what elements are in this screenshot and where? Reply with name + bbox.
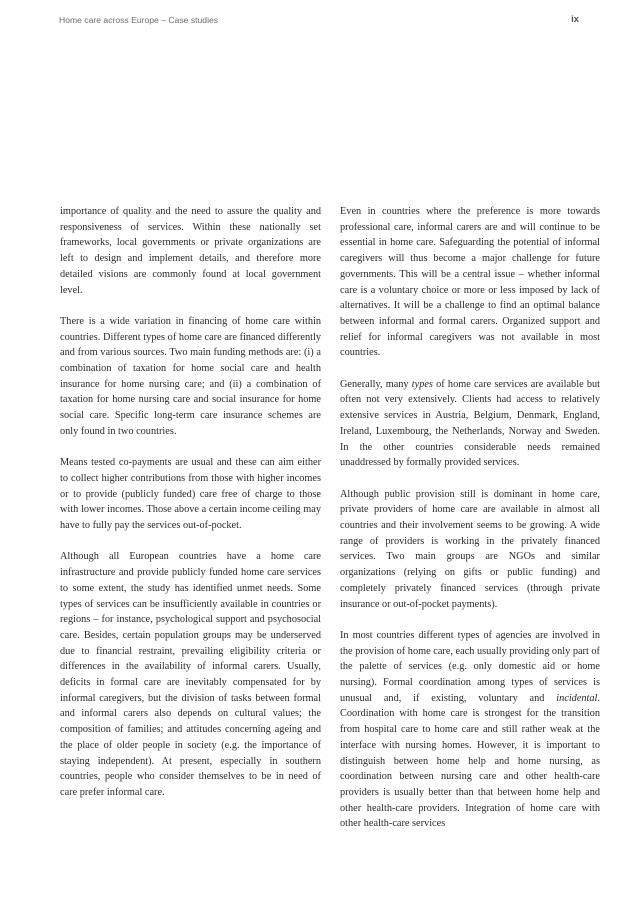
paragraph: There is a wide variation in financing of home care within countries. Different types of home care are financed differently and from various sources. Two main funding methods are: (i) a combination of taxation for home social care and health insurance for home nursing care; and (ii) a combination of taxation for home nursing care and social insurance for home social care. Specific long-term care insurance schemes are only found in two countries.	[60, 315, 321, 437]
right-text-column	[340, 204, 600, 832]
paragraph: Although public provision still is dominant in home care, private providers of home care are available in almost all countries and their involvement seems to be growing. A wide range of providers is working in the privately financed services. Two main groups are NGOs and similar organizations (relying on gifts or public funding) and completely privately financed services (through private insurance or out-of-pocket payments).	[340, 488, 600, 610]
running-header-title: Home care across Europe – Case studies	[59, 15, 219, 25]
paragraph-text: Generally, many	[340, 378, 412, 390]
page-number: ix	[571, 14, 579, 25]
paragraph-text: of home care services are available but often not very extensively. Clients had access to relatively extensive services in Austria, Belgium, Denmark, England, Ireland, Luxembourg, the Netherlands, Norway and Sweden. In the other countries considerable needs remained unaddressed by formally provided services.	[340, 378, 600, 469]
paragraph: importance of quality and the need to assure the quality and responsiveness of services. Within these nationally set frameworks, local governments or private organizations are left to design and implement details, and therefore more detailed visions are commonly found at local government level.	[60, 206, 321, 296]
paragraph: Even in countries where the preference is more towards professional care, informal carers are and will continue to be essential in home care. Safeguarding the potential of informal caregivers will thus become a major challenge for future governments. This will be a central issue – whether informal care is a voluntary choice or more or less imposed by lack of alternatives. It will be a challenge to find an optimal balance between informal and formal carers. Organized support and relief for informal caregivers was not available in most countries.	[340, 206, 600, 359]
emphasis-text: types	[411, 378, 433, 390]
left-text-column	[60, 204, 321, 801]
paragraph: Although all European countries have a home care infrastructure and provide publicly funded home care services to some extent, the study has identified unmet needs. Some types of services can be insufficiently available in countries or regions – for instance, psychological support and psychosocial care. Besides, certain population groups may be underserved due to financial restraint, prevailing eligibility criteria or differences in the availability of informal carers. Usually, deficits in formal care are inevitably compensated for by informal caregivers, but the division of tasks between formal and informal carers also depends on cultural values; the composition of families; and attitudes concerning ageing and the place of older people in society (e.g. the importance of staying independent). At present, especially in southern countries, people who consider themselves to be in need of care prefer informal care.	[60, 551, 321, 798]
paragraph-text: In most countries different types of agencies are involved in the provision of home care, each usually providing only part of the palette of services (e.g. only domestic aid or home nursing). Formal coordination among types of services is unusual and, if existing, voluntary and	[340, 629, 600, 704]
emphasis-text: incidental	[556, 692, 598, 704]
paragraph: Means tested co-payments are usual and these can aim either to collect higher contributions from those with higher incomes or to provide (publicly funded) care free of charge to those with lower incomes. Those above a certain income ceiling may have to fully pay the services out-of-pocket.	[60, 457, 321, 532]
paragraph	[340, 628, 600, 832]
running-header	[59, 15, 579, 29]
paragraph-text: . Coordination with home care is strongest for the transition from hospital care to home care and still rather weak at the interface with nursing homes. However, it is important to distinguish between home help and home nursing, as coordination between nursing care and other health-care providers is usually better than that between home help and other health-care providers. Integration of home care with other health-care services	[340, 692, 600, 830]
paragraph	[340, 377, 600, 471]
